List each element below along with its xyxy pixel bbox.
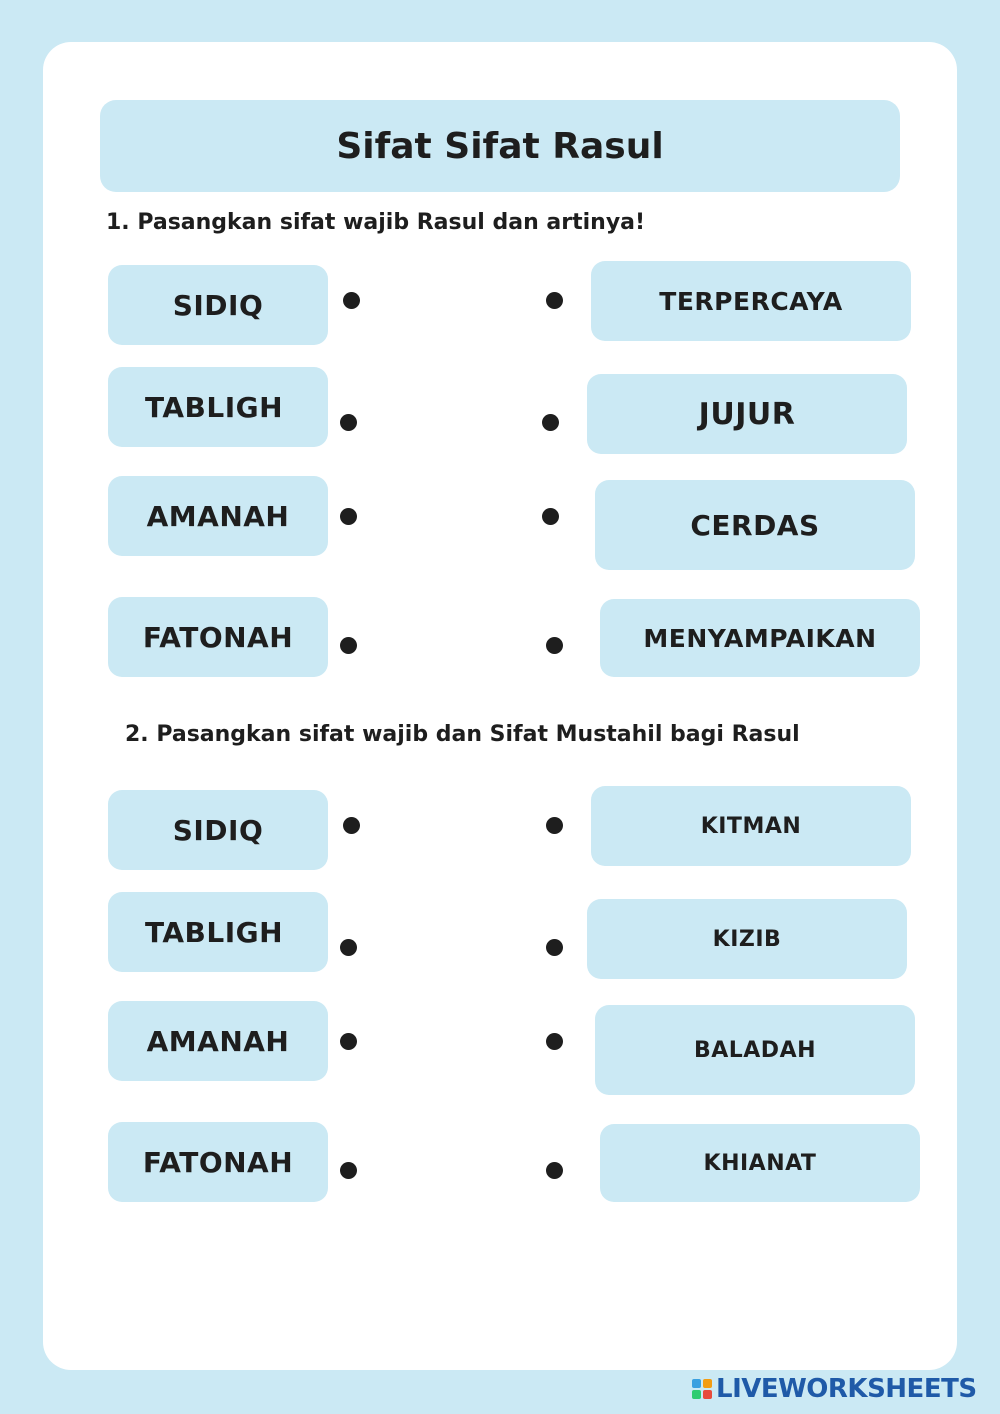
s1-left-dot-1[interactable] xyxy=(343,292,360,309)
s2-left-item-fatonah: FATONAH xyxy=(108,1122,328,1202)
s1-right-item-jujur: JUJUR xyxy=(587,374,907,454)
s1-right-item-cerdas: CERDAS xyxy=(595,480,915,570)
s1-left-item-sidiq: SIDIQ xyxy=(108,265,328,345)
instruction-2: 2. Pasangkan sifat wajib dan Sifat Mustahil bagi Rasul xyxy=(125,722,800,747)
s1-right-dot-2[interactable] xyxy=(542,414,559,431)
title-banner xyxy=(100,100,900,192)
s1-right-dot-1[interactable] xyxy=(546,292,563,309)
s2-right-dot-2[interactable] xyxy=(546,939,563,956)
s2-left-dot-3[interactable] xyxy=(340,1033,357,1050)
s2-left-dot-2[interactable] xyxy=(340,939,357,956)
s1-left-item-fatonah: FATONAH xyxy=(108,597,328,677)
s2-right-item-khianat: KHIANAT xyxy=(600,1124,920,1202)
s1-right-item-menyampaikan: MENYAMPAIKAN xyxy=(600,599,920,677)
s1-right-dot-3[interactable] xyxy=(542,508,559,525)
s2-right-item-kizib: KIZIB xyxy=(587,899,907,979)
s2-left-item-tabligh: TABLIGH xyxy=(108,892,328,972)
liveworksheets-logo-icon xyxy=(692,1379,712,1399)
instruction-1: 1. Pasangkan sifat wajib Rasul dan artinya! xyxy=(106,210,646,235)
s2-left-item-amanah: AMANAH xyxy=(108,1001,328,1081)
s2-left-item-sidiq: SIDIQ xyxy=(108,790,328,870)
s2-right-item-baladah: BALADAH xyxy=(595,1005,915,1095)
s2-right-dot-4[interactable] xyxy=(546,1162,563,1179)
s2-right-dot-3[interactable] xyxy=(546,1033,563,1050)
s2-left-dot-1[interactable] xyxy=(343,817,360,834)
liveworksheets-brand xyxy=(692,1374,977,1404)
s1-left-dot-2[interactable] xyxy=(340,414,357,431)
page-title: Sifat Sifat Rasul xyxy=(336,125,664,167)
s1-left-item-tabligh: TABLIGH xyxy=(108,367,328,447)
s2-right-item-kitman: KITMAN xyxy=(591,786,911,866)
s1-left-dot-3[interactable] xyxy=(340,508,357,525)
s1-left-item-amanah: AMANAH xyxy=(108,476,328,556)
s1-left-dot-4[interactable] xyxy=(340,637,357,654)
s2-left-dot-4[interactable] xyxy=(340,1162,357,1179)
brand-text: LIVEWORKSHEETS xyxy=(716,1374,977,1404)
s1-right-dot-4[interactable] xyxy=(546,637,563,654)
s2-right-dot-1[interactable] xyxy=(546,817,563,834)
s1-right-item-terpercaya: TERPERCAYA xyxy=(591,261,911,341)
